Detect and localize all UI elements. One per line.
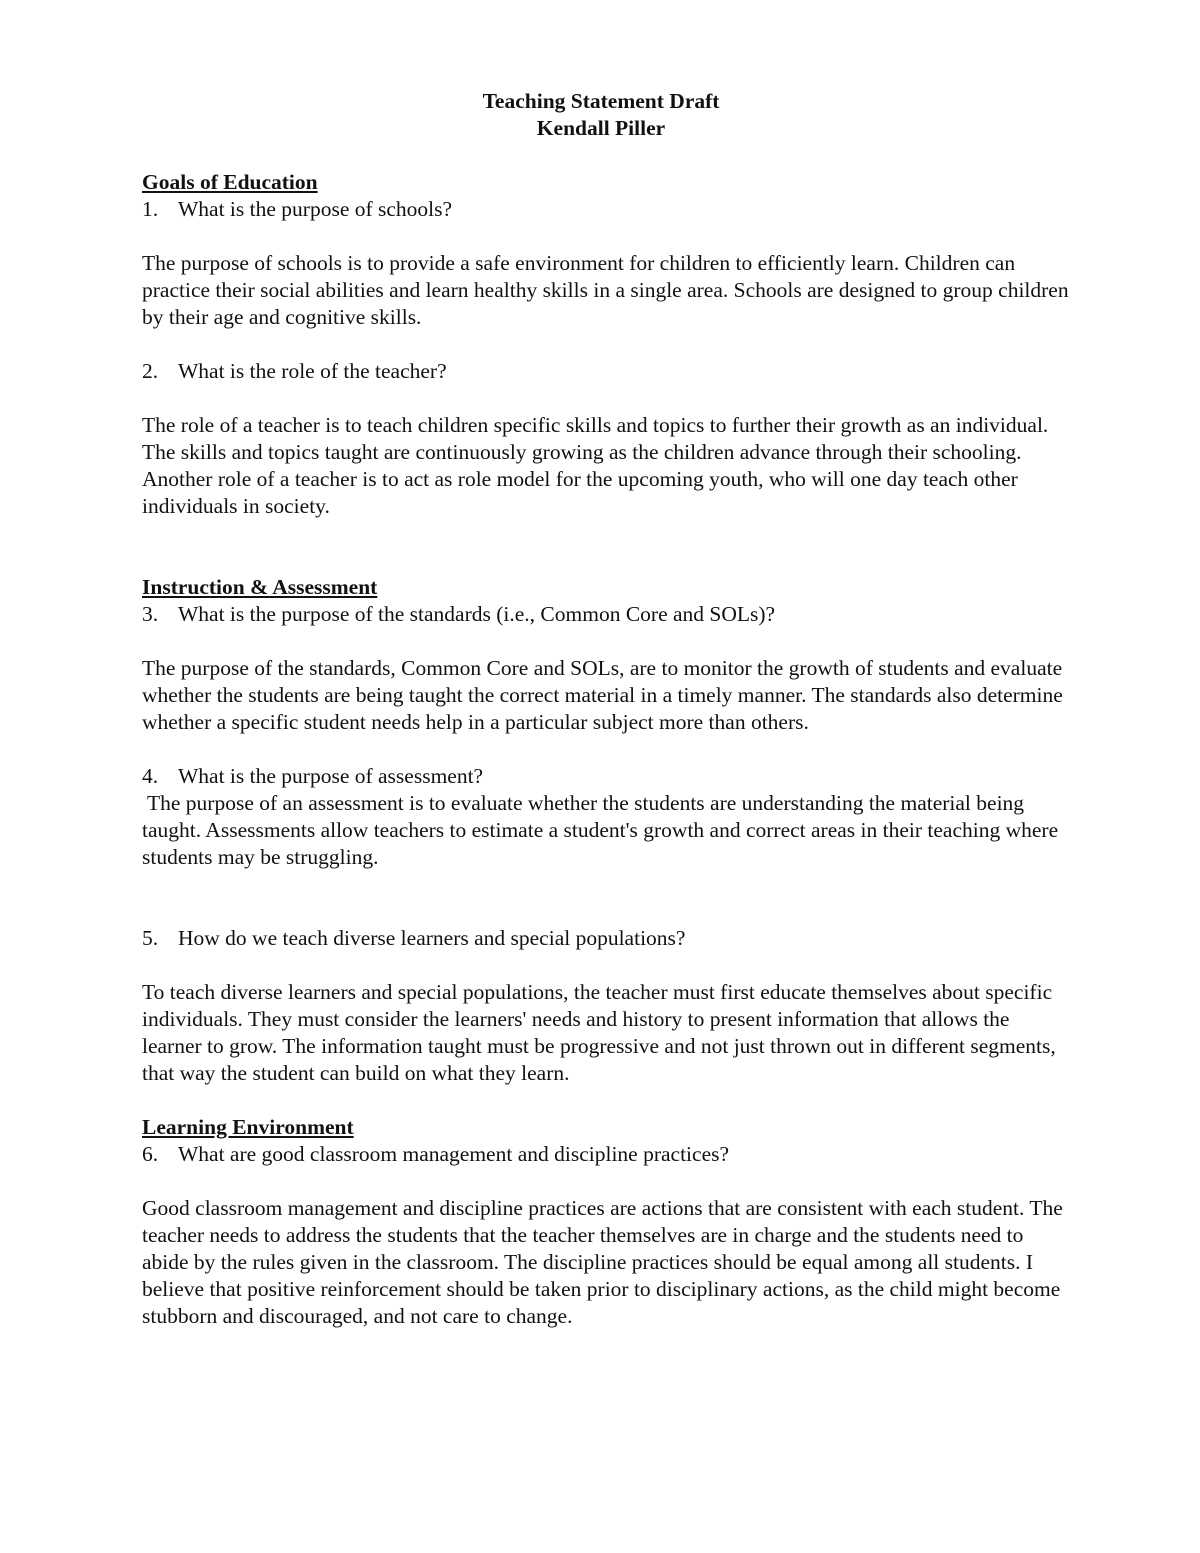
question-text: What is the purpose of schools? <box>178 197 453 221</box>
answer-3: The purpose of the standards, Common Core and SOLs, are to monitor the growth of students and evaluate whether the students are being taught the correct material in a timely manner. The standards also determine whether a specific student needs help in a particular subject more than others. <box>142 656 1063 734</box>
spacer <box>142 547 1072 574</box>
section-heading-instruction: Instruction & Assessment <box>142 575 378 599</box>
spacer <box>142 385 1072 412</box>
answer-1: The purpose of schools is to provide a safe environment for children to efficiently learn. Children can practice their social abilities and learn healthy skills in a single area. Schools are designed to group children by their age and cognitive skills. <box>142 251 1069 329</box>
spacer <box>142 871 1072 898</box>
question-5 <box>142 925 1072 952</box>
question-number: 1. <box>142 197 159 221</box>
answer-4: The purpose of an assessment is to evaluate whether the students are understanding the material being taught. Assessments allow teachers to estimate a student's growth and correct areas in their teaching where students may be struggling. <box>142 791 1059 869</box>
question-3 <box>142 601 1072 628</box>
document-author: Kendall Piller <box>536 116 666 140</box>
answer-5: To teach diverse learners and special populations, the teacher must first educate themselves about specific individuals. They must consider the learners' needs and history to present information that allows the learner to grow. The information taught must be progressive and not just thrown out in different segments, that way the student can build on what they learn. <box>142 980 1056 1085</box>
section-heading-goals: Goals of Education <box>142 170 318 194</box>
question-text: What are good classroom management and discipline practices? <box>178 1142 730 1166</box>
spacer <box>142 1087 1072 1114</box>
spacer <box>142 898 1072 925</box>
spacer <box>142 223 1072 250</box>
question-text: What is the purpose of the standards (i.e., Common Core and SOLs)? <box>178 602 776 626</box>
answer-6: Good classroom management and discipline practices are actions that are consistent with each student. The teacher needs to address the students that the teacher themselves are in charge and the students need to abide by the rules given in the classroom. The discipline practices should be equal among all students. I believe that positive reinforcement should be taken prior to disciplinary actions, as the child might become stubborn and discouraged, and not care to change. <box>142 1196 1063 1328</box>
answer-2: The role of a teacher is to teach children specific skills and topics to further their growth as an individual. The skills and topics taught are continuously growing as the children advance through their schooling. Another role of a teacher is to act as role model for the upcoming youth, who will one day teach other individuals in society. <box>142 413 1049 518</box>
question-number: 6. <box>142 1142 159 1166</box>
question-number: 5. <box>142 926 159 950</box>
section-heading-learning-environment: Learning Environment <box>142 1115 354 1139</box>
question-text: How do we teach diverse learners and special populations? <box>178 926 686 950</box>
spacer <box>142 736 1072 763</box>
question-text: What is the role of the teacher? <box>178 359 447 383</box>
spacer <box>142 628 1072 655</box>
document-page <box>142 88 1072 1330</box>
question-number: 2. <box>142 359 159 383</box>
spacer <box>142 331 1072 358</box>
spacer <box>142 520 1072 547</box>
question-6 <box>142 1141 1072 1168</box>
spacer <box>142 1168 1072 1195</box>
document-title: Teaching Statement Draft <box>482 89 720 113</box>
title-block <box>130 88 1072 142</box>
question-number: 3. <box>142 602 159 626</box>
question-number: 4. <box>142 764 159 788</box>
question-4 <box>142 763 1072 790</box>
question-2 <box>142 358 1072 385</box>
question-text: What is the purpose of assessment? <box>178 764 484 788</box>
question-1 <box>142 196 1072 223</box>
spacer <box>142 142 1072 169</box>
spacer <box>142 952 1072 979</box>
